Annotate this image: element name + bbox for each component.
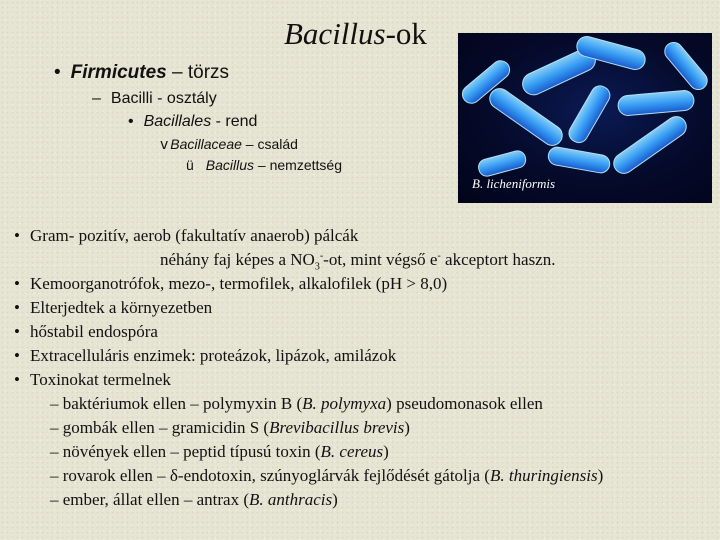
taxonomy-order: • Bacillales - rend bbox=[128, 113, 258, 130]
taxonomy-family: v Bacillaceae – család bbox=[160, 136, 298, 153]
taxonomy-phylum: • Firmicutes – törzs bbox=[54, 62, 230, 83]
list-item: • Toxinokat termelnek bbox=[14, 370, 171, 389]
list-item: • Elterjedtek a környezetben bbox=[14, 298, 213, 317]
list-item: • Kemoorganotrófok, mezo-, termofilek, alkalofilek (pH > 8,0) bbox=[14, 274, 448, 293]
sub-item: – gombák ellen – gramicidin S (Brevibacillus brevis) bbox=[50, 418, 410, 437]
list-item: • Gram- pozitív, aerob (fakultatív anaerob) pálcák bbox=[14, 226, 359, 245]
sub-item: – rovarok ellen – δ-endotoxin, szúnyoglárvák fejlődését gátolja (B. thuringiensis) bbox=[50, 466, 604, 485]
taxonomy-genus: ü Bacillus – nemzettség bbox=[186, 157, 342, 173]
list-item: • Extracelluláris enzimek: proteázok, lipázok, amilázok bbox=[14, 346, 397, 365]
micrograph-caption: B. licheniformis bbox=[472, 176, 556, 191]
list-item-continuation: néhány faj képes a $NO_3^--ot$, mint végső e- akceptort haszn. bbox=[160, 250, 556, 273]
diamond-bullet-icon: v bbox=[160, 137, 169, 153]
list-item: • hőstabil endospóra bbox=[14, 322, 158, 341]
sub-item: – baktériumok ellen – polymyxin B (B. polymyxa) pseudomonasok ellen bbox=[50, 394, 543, 413]
bacteria-micrograph-image bbox=[458, 33, 712, 203]
sub-item: – növények ellen – peptid típusú toxin (B. cereus) bbox=[50, 442, 389, 461]
sub-item: – ember, állat ellen – antrax (B. anthracis) bbox=[50, 490, 338, 509]
page-title: Bacillus-ok bbox=[284, 16, 427, 51]
checkmark-bullet-icon: ü bbox=[186, 157, 194, 173]
taxonomy-class: – Bacilli - osztály bbox=[92, 90, 217, 107]
